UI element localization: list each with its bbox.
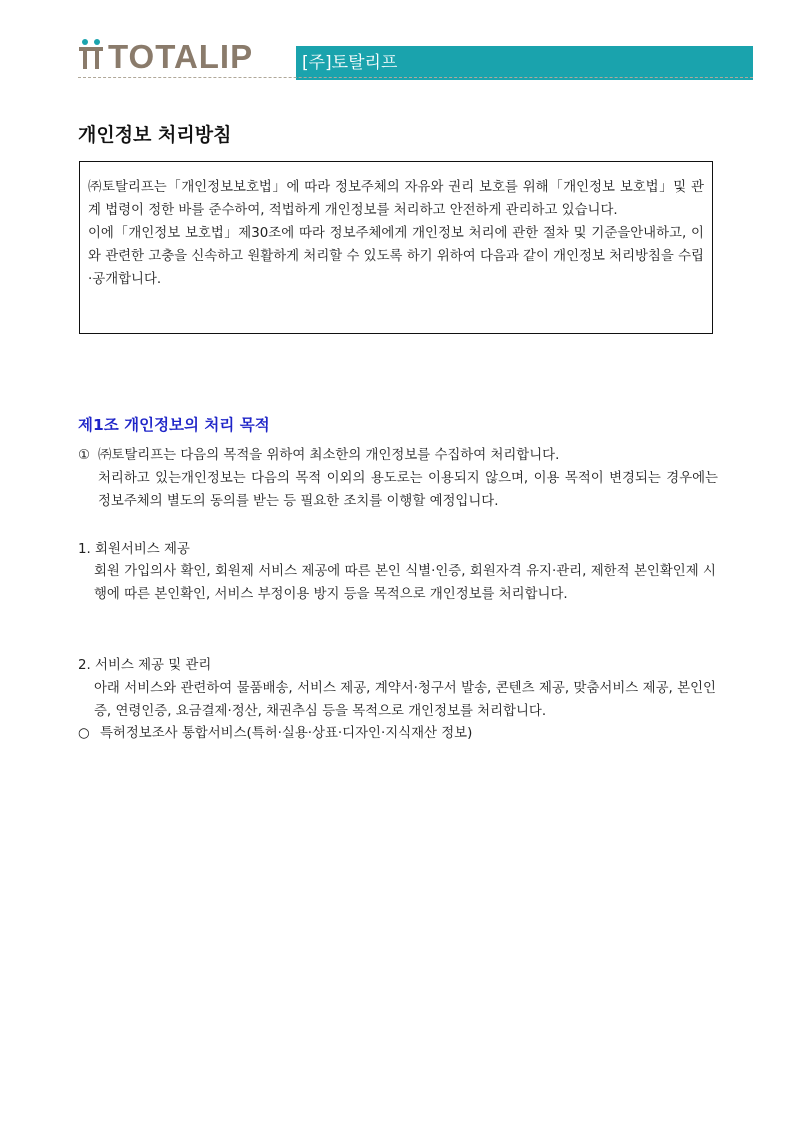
header-divider: [78, 77, 753, 78]
intro-paragraph-2: 이에「개인정보 보호법」제30조에 따라 정보주체에게 개인정보 처리에 관한 절차 및 기준을안내하고, 이와 관련한 고충을 신속하고 원활하게 처리할 수 있도록 하기 위하여 다음과 같이 개인정보 처리방침을 수립·공개합니다.: [88, 226, 704, 287]
circle-bullet-icon: ○: [78, 726, 90, 741]
list-body-2: 아래 서비스와 관련하여 물품배송, 서비스 제공, 계약서·청구서 발송, 콘텐츠 제공, 맞춤서비스 제공, 본인인증, 연령인증, 요금결제·정산, 채권추심 등을 목적으로 개인정보를 처리합니다.: [94, 681, 716, 719]
list-body-1: 회원 가입의사 확인, 회원제 서비스 제공에 따른 본인 식별·인증, 회원자격 유지·관리, 제한적 본인확인제 시행에 따른 본인확인, 서비스 부정이용 방지 등을 목적으로 개인정보를 처리합니다.: [94, 564, 716, 602]
totalip-logo-icon: [78, 38, 104, 70]
item-1-line-1: ㈜토탈리프는 다음의 목적을 위하여 최소한의 개인정보를 수집하여 처리합니다.: [98, 448, 560, 463]
brand-name: TOTALIP: [108, 38, 254, 75]
list-heading-2: 2. 서비스 제공 및 관리: [78, 658, 212, 673]
bullet-item: [78, 722, 472, 745]
article-1-title: 제1조 개인정보의 처리 목적: [78, 416, 270, 434]
item-1-line-2: 처리하고 있는개인정보는 다음의 목적 이외의 용도로는 이용되지 않으며, 이용 목적이 변경되는 경우에는 정보주체의 별도의 동의를 받는 등 필요한 조치를 이행할 예정입니다.: [98, 471, 718, 509]
page-header: [78, 36, 753, 84]
list-heading-1: 1. 회원서비스 제공: [78, 542, 190, 557]
bullet-text: 특허정보조사 통합서비스(특허·실용·상표·디자인·지식재산 정보): [100, 726, 473, 741]
intro-paragraph-1: ㈜토탈리프는「개인정보보호법」에 따라 정보주체의 자유와 권리 보호를 위해「개인정보 보호법」및 관계 법령이 정한 바를 준수하여, 적법하게 개인정보를 처리하고 안전하게 관리하고 있습니다.: [88, 180, 704, 218]
header-banner: [290, 46, 753, 80]
page-title: 개인정보 처리방침: [78, 124, 232, 146]
article-1-item-1: [78, 444, 718, 513]
company-label: [주]토탈리프: [302, 53, 398, 73]
circled-number-marker: ①: [78, 448, 91, 463]
intro-box: [79, 161, 713, 334]
